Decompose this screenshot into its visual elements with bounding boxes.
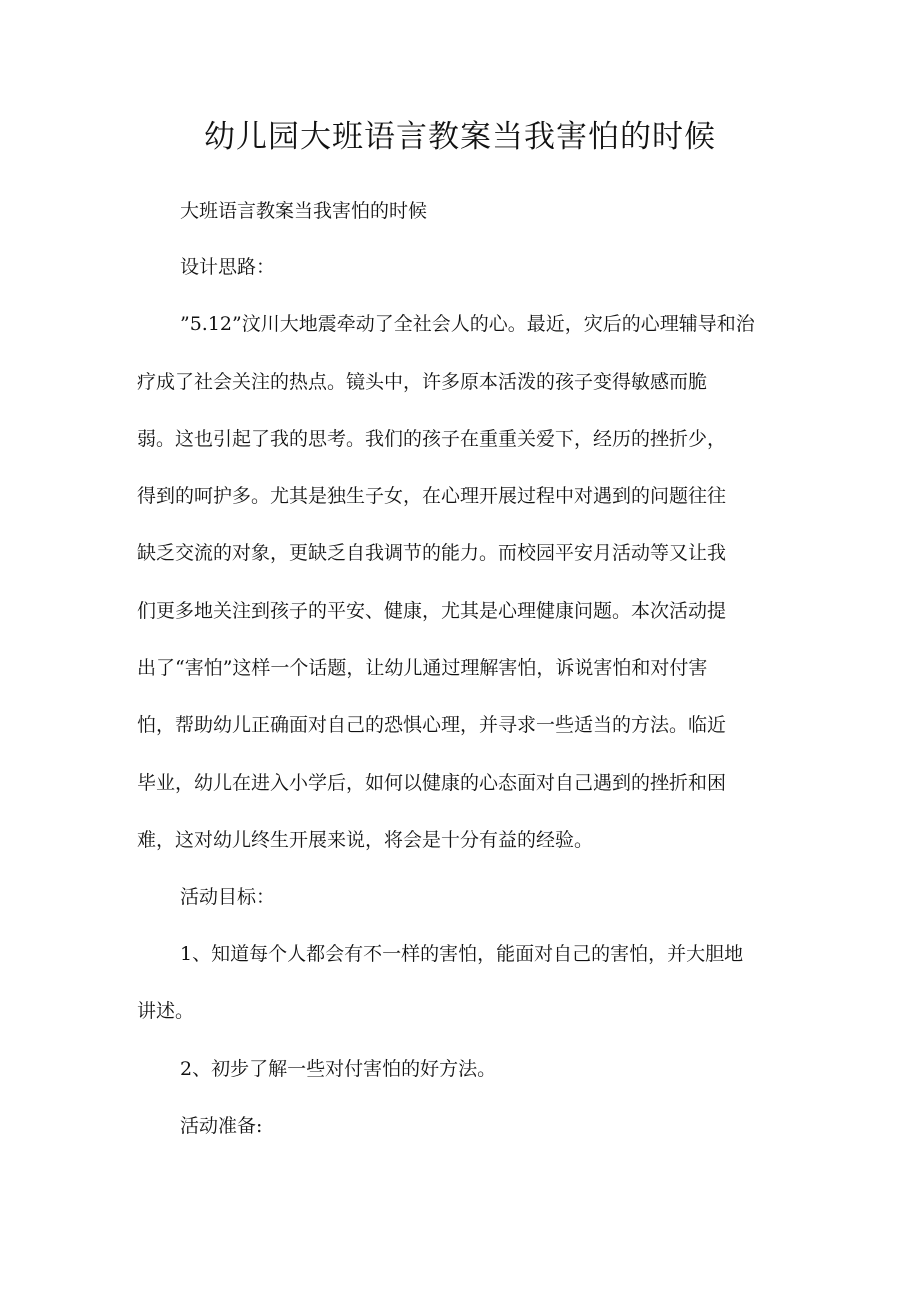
paragraph-line: 出了“害怕”这样一个话题，让幼儿通过理解害怕，诉说害怕和对付害 xyxy=(137,657,708,679)
paragraph-line: 得到的呵护多。尤其是独生子女，在心理开展过程中对遇到的问题往往 xyxy=(137,485,727,507)
paragraph-line: 们更多地关注到孩子的平安、健康，尤其是心理健康问题。本次活动提 xyxy=(137,600,727,622)
goals-heading: 活动目标： xyxy=(180,886,276,908)
paragraph-line: 弱。这也引起了我的思考。我们的孩子在重重关爱下，经历的挫折少， xyxy=(137,428,727,450)
design-heading: 设计思路： xyxy=(180,256,276,278)
goal-item-1-line-2: 讲述。 xyxy=(137,1000,195,1022)
goal-item-2: 2、初步了解一些对付害怕的好方法。 xyxy=(180,1058,497,1080)
goal-item-1-line-1: 1、知道每个人都会有不一样的害怕，能面对自己的害怕，并大胆地 xyxy=(180,943,744,965)
paragraph-line: 怕，帮助幼儿正确面对自己的恐惧心理，并寻求一些适当的方法。临近 xyxy=(137,714,727,736)
prep-heading: 活动准备: xyxy=(180,1115,263,1137)
document-title: 幼儿园大班语言教案当我害怕的时候 xyxy=(204,119,716,155)
paragraph-line: 疗成了社会关注的热点。镜头中，许多原本活泼的孩子变得敏感而脆 xyxy=(137,371,708,393)
document-subtitle: 大班语言教案当我害怕的时候 xyxy=(180,200,428,222)
paragraph-line: 毕业，幼儿在进入小学后，如何以健康的心态面对自己遇到的挫折和困 xyxy=(137,772,727,794)
paragraph-line: 缺乏交流的对象，更缺乏自我调节的能力。而校园平安月活动等又让我 xyxy=(137,542,727,564)
paragraph-line: 难，这对幼儿终生开展来说，将会是十分有益的经验。 xyxy=(137,829,594,851)
paragraph-line: ”5.12”汶川大地震牵动了全社会人的心。最近，灾后的心理辅导和治 xyxy=(180,313,755,335)
